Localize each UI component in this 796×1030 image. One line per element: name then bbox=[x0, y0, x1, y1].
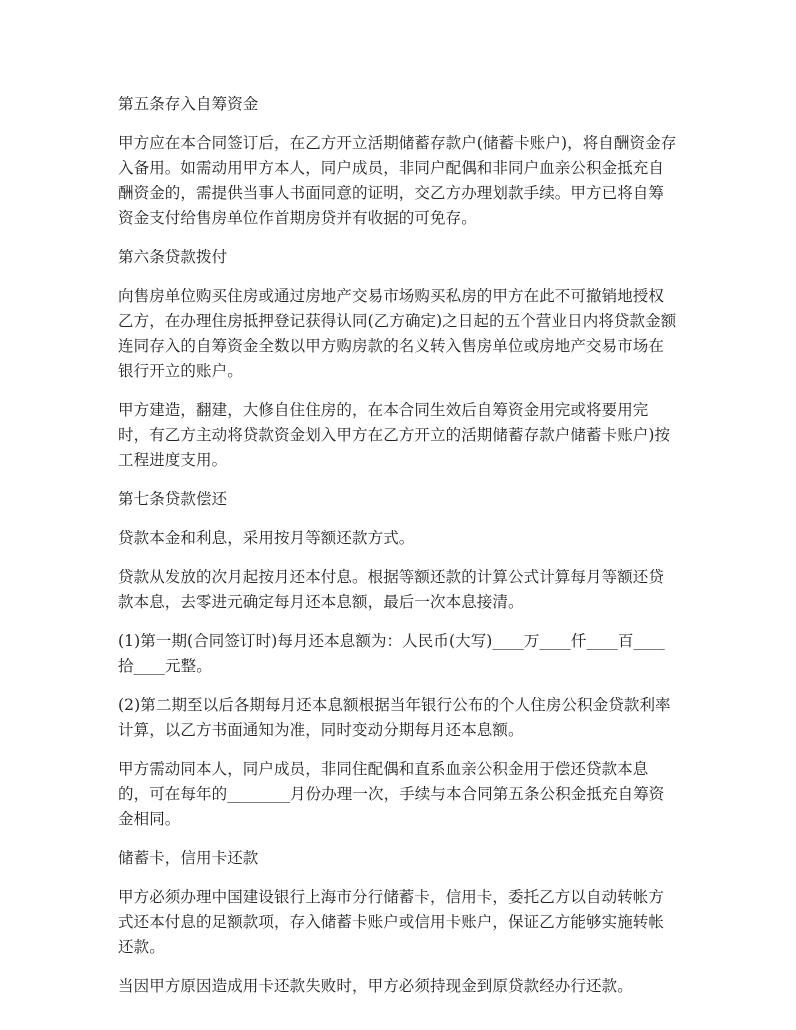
section-7-title: 第七条贷款偿还 bbox=[118, 490, 228, 508]
section-7-item-1: (1)第一期(合同签订时)每月还本息额为：人民币(大写)____万____仟____百____拾____元整。 bbox=[118, 632, 665, 675]
section-5-body: 甲方应在本合同签订后，在乙方开立活期储蓄存款户(储蓄卡账户)，将自酬资金存入备用。如需动用甲方本人，同户成员，非同户配偶和非同户血亲公积金抵充自酬资金的，需提供当事人书面同意的证明，交乙方办理划款手续。甲方已将自筹资金支付给售房单位作首期房贷并有收据的可免存。 bbox=[118, 134, 677, 227]
document-body bbox=[118, 92, 678, 1013]
section-7-body-1: 贷款本金和利息，采用按月等额还款方式。 bbox=[118, 529, 415, 547]
section-6-title: 第六条贷款拨付 bbox=[118, 248, 228, 266]
section-7-body-3: 甲方需动同本人，同户成员，非同住配偶和直系血亲公积金用于偿还贷款本息的，可在每年的________月份办理一次，手续与本合同第五条公积金抵充自筹资金相同。 bbox=[118, 760, 665, 828]
card-repayment-title: 储蓄卡，信用卡还款 bbox=[118, 849, 259, 867]
card-repayment-body-1: 甲方必须办理中国建设银行上海市分行储蓄卡，信用卡，委托乙方以自动转帐方式还本付息的足额款项，存入储蓄卡账户或信用卡账户，保证乙方能够实施转帐还款。 bbox=[118, 888, 665, 956]
section-6-body-1: 向售房单位购买住房或通过房地产交易市场购买私房的甲方在此不可撤销地授权乙方，在办理住房抵押登记获得认同(乙方确定)之日起的五个营业日内将贷款金额连同存入的自筹资金全数以甲方购房款的名义转入售房单位或房地产交易市场在银行开立的账户。 bbox=[118, 287, 677, 380]
card-repayment-body-2: 当因甲方原因造成用卡还款失败时，甲方必须持现金到原贷款经办行还款。 bbox=[118, 977, 633, 995]
section-7-body-2: 贷款从发放的次月起按月还本付息。根据等额还款的计算公式计算每月等额还贷款本息，去零进元确定每月还本息额，最后一次本息接清。 bbox=[118, 568, 665, 611]
section-7-item-2: (2)第二期至以后各期每月还本息额根据当年银行公布的个人住房公积金贷款利率计算，以乙方书面通知为准，同时变动分期每月还本息额。 bbox=[118, 696, 671, 739]
section-6-body-2: 甲方建造，翻建，大修自住住房的，在本合同生效后自筹资金用完或将要用完时，有乙方主动将贷款资金划入甲方在乙方开立的活期储蓄存款户储蓄卡账户)按工程进度支用。 bbox=[118, 401, 671, 469]
section-5-title: 第五条存入自筹资金 bbox=[118, 95, 259, 113]
